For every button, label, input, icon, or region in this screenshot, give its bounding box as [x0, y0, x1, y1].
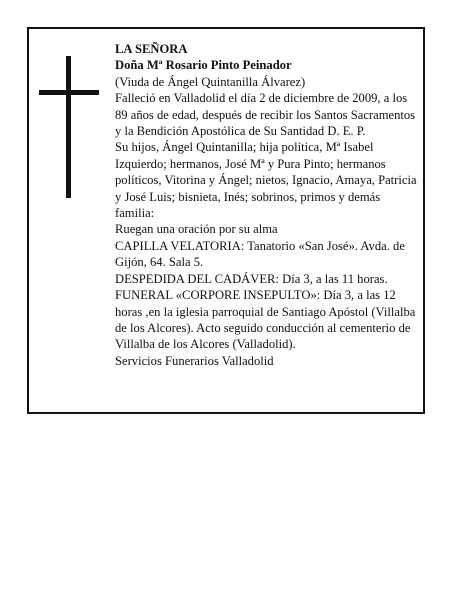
funeral-services: Servicios Funerarios Valladolid: [115, 353, 274, 368]
notice-text: [115, 41, 421, 369]
prayer-request: Ruegan una oración por su alma: [115, 222, 278, 237]
deceased-name: Doña Mª Rosario Pinto Peinador: [115, 58, 292, 73]
death-announcement: Falleció en Valladolid el día 2 de diciembre de 2009, a los 89 años de edad, después de recibir los Santos Sacramentos y la Bendición Apostólica de Su Santidad D. E. P.: [115, 91, 416, 139]
cross-vertical-bar: [66, 56, 71, 198]
obituary-notice: [27, 27, 425, 414]
farewell-info: DESPEDIDA DEL CADÁVER: Día 3, a las 11 horas.: [115, 271, 388, 286]
family-list: Su hijos, Ángel Quintanilla; hija política, Mª Isabel Izquierdo; hermanos, José Mª y Pura Pinto; hermanos políticos, Vitorina y Ángel; nietos, Ignacio, Amaya, Patricia y José Luis; bisnieta, Inés; sobrinos, primos y demás familia:: [115, 140, 417, 221]
widow-of-line: (Viuda de Ángel Quintanilla Álvarez): [115, 74, 306, 89]
cross-icon: [39, 56, 99, 198]
funeral-info: FUNERAL «CORPORE INSEPULTO»: Día 3, a las 12 horas ,en la iglesia parroquial de Santiago Apóstol (Villalba de los Alcores). Acto seguido conducción al cementerio de Villalba de los Alcores (Valladolid).: [115, 288, 416, 352]
notice-title: LA SEÑORA: [115, 42, 188, 56]
cross-horizontal-bar: [39, 90, 99, 95]
chapel-info: CAPILLA VELATORIA: Tanatorio «San José». Avda. de Gijón, 64. Sala 5.: [115, 238, 405, 270]
